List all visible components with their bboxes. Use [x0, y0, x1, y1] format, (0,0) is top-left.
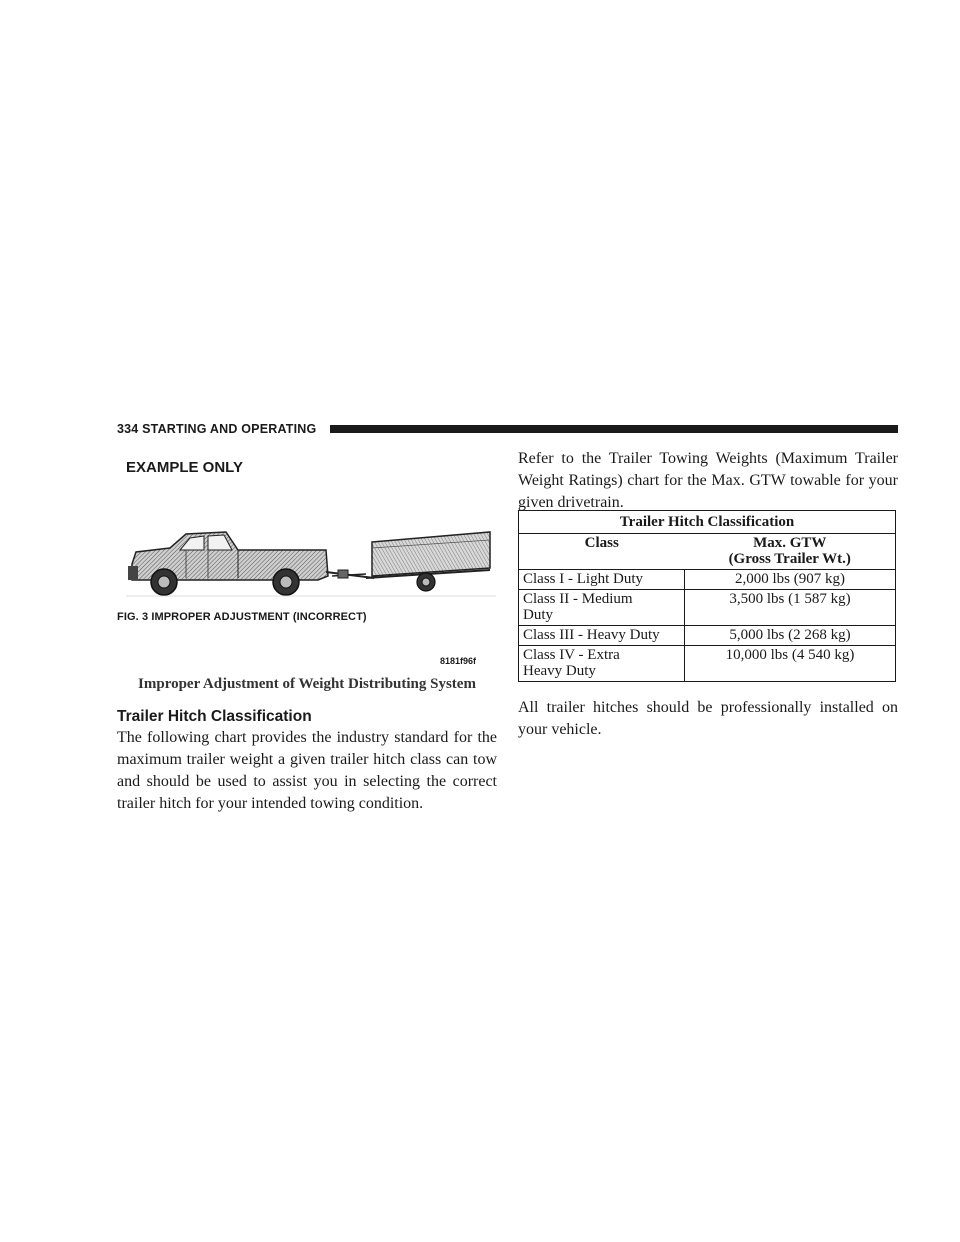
gtw-cell: 2,000 lbs (907 kg)	[685, 570, 896, 590]
figure-code: 8181f96f	[440, 656, 477, 666]
column-header-gtw-line1: Max. GTW	[753, 535, 827, 551]
class-line1: Class III - Heavy Duty	[523, 627, 660, 643]
page-header-label: 334 STARTING AND OPERATING	[117, 422, 317, 436]
class-cell	[519, 626, 685, 646]
gtw-cell: 10,000 lbs (4 540 kg)	[685, 646, 896, 682]
class-line2: Duty	[523, 607, 553, 623]
class-line1: Class I - Light Duty	[523, 571, 643, 587]
column-header-gtw	[685, 534, 896, 570]
table-row	[519, 646, 896, 682]
hitch-classification-table	[518, 510, 896, 682]
column-header-gtw-line2: (Gross Trailer Wt.)	[728, 551, 851, 567]
truck-trailer-illustration	[126, 520, 496, 610]
column-header-class: Class	[519, 534, 685, 570]
figure-caption: FIG. 3 IMPROPER ADJUSTMENT (INCORRECT)	[117, 611, 367, 623]
class-cell	[519, 570, 685, 590]
intro-paragraph: Refer to the Trailer Towing Weights (Maximum Trailer Weight Ratings) chart for the Max. GTW towable for your given drivetrain.	[518, 450, 898, 511]
table-title: Trailer Hitch Classification	[519, 511, 896, 534]
class-line2: Heavy Duty	[523, 663, 596, 679]
header-rule	[330, 425, 898, 433]
class-line1: Class IV - Extra	[523, 647, 620, 663]
class-cell	[519, 646, 685, 682]
figure-example-label: EXAMPLE ONLY	[126, 459, 243, 476]
table-row	[519, 626, 896, 646]
closing-paragraph: All trailer hitches should be professionally installed on your vehicle.	[518, 699, 898, 738]
section-paragraph: The following chart provides the industry standard for the maximum trailer weight a given trailer hitch class can tow and should be used to assist you in selecting the correct trailer hitch for your intended towing condition.	[117, 729, 497, 812]
table-title-row	[519, 511, 896, 534]
table-row	[519, 590, 896, 626]
table-row	[519, 570, 896, 590]
gtw-cell: 5,000 lbs (2 268 kg)	[685, 626, 896, 646]
table-header-row	[519, 534, 896, 570]
section-heading: Trailer Hitch Classification	[117, 708, 312, 725]
figure-title: Improper Adjustment of Weight Distributing System	[138, 676, 476, 692]
gtw-cell: 3,500 lbs (1 587 kg)	[685, 590, 896, 626]
class-line1: Class II - Medium	[523, 591, 633, 607]
class-cell	[519, 590, 685, 626]
